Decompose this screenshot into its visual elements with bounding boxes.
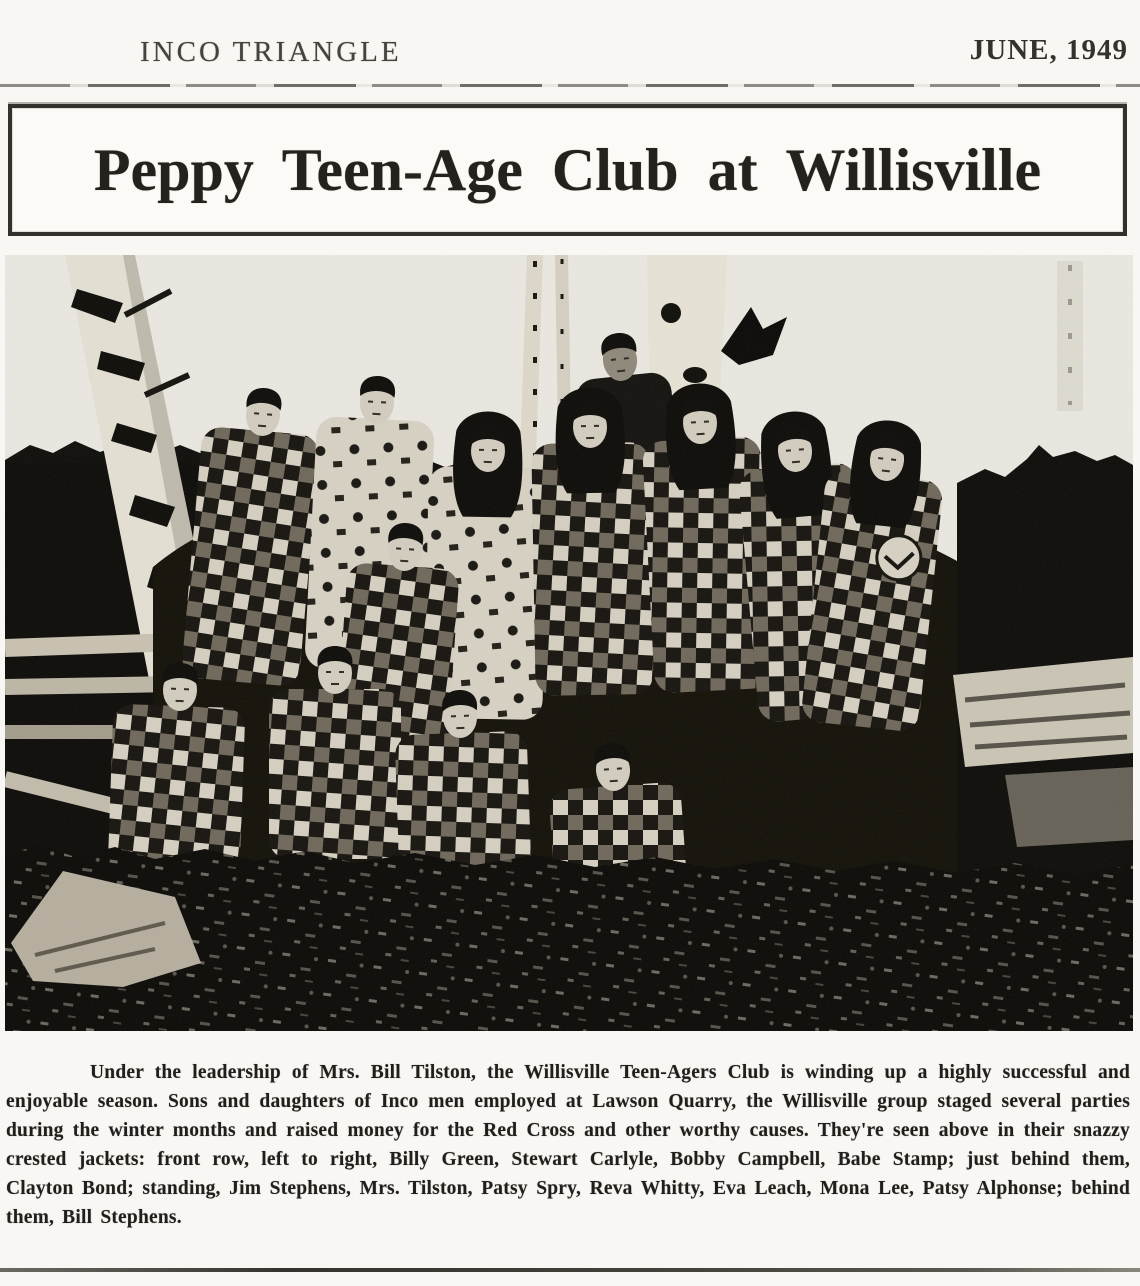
headline-box (8, 104, 1127, 236)
bottom-rule (0, 1268, 1140, 1272)
publication-title: INCO TRIANGLE (140, 36, 402, 68)
photo-caption: Under the leadership of Mrs. Bill Tilston, the Willisville Teen-Agers Club is winding up a highly successful and enjoyable season. Sons and daughters of Inco men employed at Lawson Quarry, the Willisville group staged several parties during the winter months and raised money for the Red Cross and other worthy causes. They're seen above in their snazzy crested jackets: front row, left to right, Billy Green, Stewart Carlyle, Bobby Campbell, Babe Stamp; just behind them, Clayton Bond; standing, Jim Stephens, Mrs. Tilston, Patsy Spry, Reva Whitty, Eva Leach, Mona Lee, Patsy Alphonse; behind them, Bill Stephens. (6, 1062, 1130, 1228)
masthead-rule (0, 84, 1140, 87)
issue-date: JUNE, 1949 (969, 34, 1128, 66)
group-photo-canvas (5, 255, 1133, 1031)
photo-grain (5, 255, 1133, 1031)
group-photo (5, 255, 1133, 1031)
headline-text: Peppy Teen-Age Club at Willisville (93, 136, 1042, 203)
